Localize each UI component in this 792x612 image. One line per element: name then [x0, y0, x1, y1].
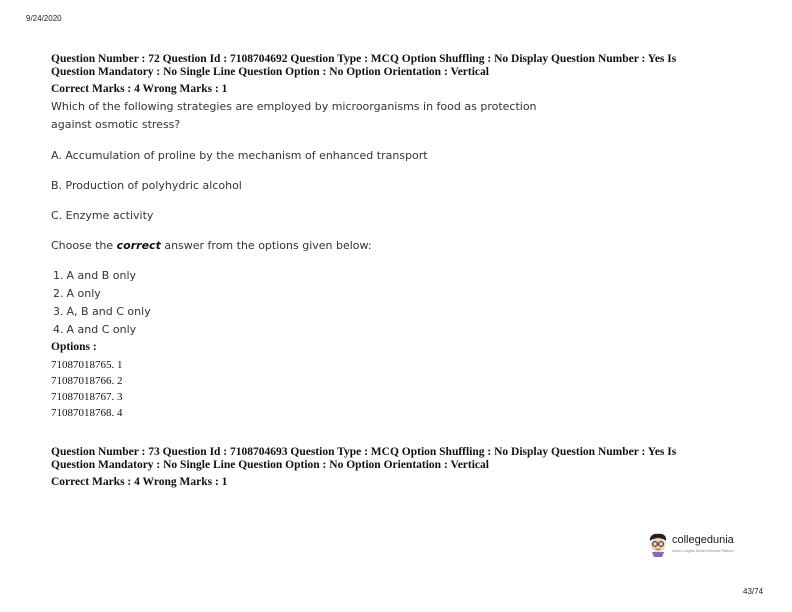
- q72-choice-3: [53, 305, 151, 318]
- logo-wordmark: collegedunia: [672, 534, 734, 546]
- q72-marks: Correct Marks : 4 Wrong Marks : 1: [51, 83, 228, 95]
- choice-number: 1.: [53, 269, 64, 282]
- q72-option-1: 71087018765. 1: [51, 359, 123, 371]
- q72-options-title: Options :: [51, 341, 97, 353]
- q72-choice-2: [53, 287, 101, 300]
- choice-text: A and B only: [66, 269, 137, 282]
- print-date: 9/24/2020: [26, 14, 62, 23]
- instruction-pre: Choose the: [51, 239, 117, 252]
- q73-marks: Correct Marks : 4 Wrong Marks : 1: [51, 476, 228, 488]
- q73-header: [51, 446, 751, 472]
- collegedunia-logo: [646, 530, 746, 560]
- q72-header-line1: Question Number : 72 Question Id : 7108704692 Question Type : MCQ Option Shuffling : No Display Question Number : Yes Is: [51, 53, 677, 65]
- choice-text: A, B and C only: [66, 305, 151, 318]
- choice-number: 2.: [53, 287, 64, 300]
- choice-text: A only: [66, 287, 101, 300]
- q72-question-line2: against osmotic stress?: [51, 118, 181, 131]
- q73-header-line2: Question Mandatory : No Single Line Question Option : No Option Orientation : Vertical: [51, 459, 489, 471]
- q72-statement-c: C. Enzyme activity: [51, 209, 154, 222]
- q72-statement-b: B. Production of polyhydric alcohol: [51, 179, 242, 192]
- q72-option-4: 71087018768. 4: [51, 407, 123, 419]
- logo-tagline: India's Largest Student Review Platform: [672, 549, 735, 553]
- q72-instruction: [51, 239, 372, 252]
- q73-header-line1: Question Number : 73 Question Id : 7108704693 Question Type : MCQ Option Shuffling : No Display Question Number : Yes Is: [51, 446, 677, 458]
- q72-header-line2: Question Mandatory : No Single Line Question Option : No Option Orientation : Vertical: [51, 66, 489, 78]
- q72-question-text: [51, 98, 571, 134]
- q72-choice-1: [53, 269, 136, 282]
- q72-statement-a: A. Accumulation of proline by the mechanism of enhanced transport: [51, 149, 428, 162]
- instruction-post: answer from the options given below:: [160, 239, 372, 252]
- q72-choice-4: [53, 323, 136, 336]
- student-mascot-icon: [646, 532, 670, 558]
- q72-header: [51, 53, 751, 79]
- page-number: 43/74: [743, 587, 764, 596]
- choice-number: 4.: [53, 323, 64, 336]
- q72-option-3: 71087018767. 3: [51, 391, 123, 403]
- choice-number: 3.: [53, 305, 64, 318]
- q72-question-line1: Which of the following strategies are employed by microorganisms in food as protection: [51, 100, 537, 113]
- choice-text: A and C only: [66, 323, 137, 336]
- q72-option-2: 71087018766. 2: [51, 375, 123, 387]
- instruction-emphasis: correct: [116, 239, 161, 252]
